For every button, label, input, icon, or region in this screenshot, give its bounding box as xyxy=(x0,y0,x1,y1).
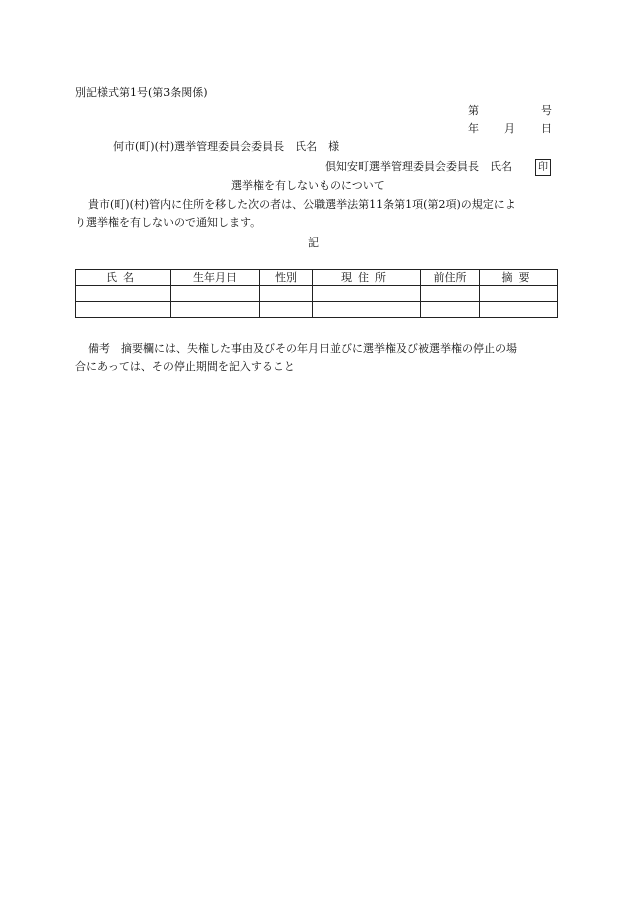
table-cell xyxy=(171,302,260,318)
header-birthdate: 生年月日 xyxy=(171,270,260,286)
header-sex: 性別 xyxy=(260,270,313,286)
table-cell xyxy=(421,302,480,318)
number-go-label: 号 xyxy=(541,104,552,117)
date-day-label: 日 xyxy=(541,122,552,135)
addressee-line: 何市(町)(村)選挙管理委員会委員長 氏名 様 xyxy=(113,140,340,153)
table-header-row xyxy=(76,270,558,286)
header-name: 氏名 xyxy=(76,270,171,286)
subject-line: 選挙権を有しないものについて xyxy=(231,179,385,192)
table-row xyxy=(76,302,558,318)
table-cell xyxy=(313,286,421,302)
table-cell xyxy=(480,286,558,302)
sender-line: 倶知安町選挙管理委員会委員長 氏名 xyxy=(325,160,512,173)
table-cell xyxy=(260,302,313,318)
form-title: 別記様式第1号(第3条関係) xyxy=(75,86,208,99)
table-cell xyxy=(260,286,313,302)
seal-stamp: 印 xyxy=(535,159,551,176)
date-year-label: 年 xyxy=(468,122,479,135)
note-line-2: 合にあっては、その停止期間を記入すること xyxy=(75,360,295,373)
header-current-address: 現住所 xyxy=(313,270,421,286)
table-row xyxy=(76,286,558,302)
header-remarks: 摘要 xyxy=(480,270,558,286)
header-previous-address: 前住所 xyxy=(421,270,480,286)
note-line-1: 備考 摘要欄には、失権した事由及びその年月日並びに選挙権及び被選挙権の停止の場 xyxy=(88,342,517,355)
record-table xyxy=(75,269,558,318)
table-cell xyxy=(76,302,171,318)
number-dai-label: 第 xyxy=(468,104,479,117)
table-cell xyxy=(76,286,171,302)
body-line-1: 貴市(町)(村)管内に住所を移した次の者は、公職選挙法第11条第1項(第2項)の規定によ xyxy=(88,198,516,211)
ki-heading: 記 xyxy=(308,236,319,249)
table-cell xyxy=(171,286,260,302)
table-cell xyxy=(480,302,558,318)
table-cell xyxy=(421,286,480,302)
table-cell xyxy=(313,302,421,318)
body-line-2: り選挙権を有しないので通知します。 xyxy=(75,216,262,229)
date-month-label: 月 xyxy=(504,122,515,135)
